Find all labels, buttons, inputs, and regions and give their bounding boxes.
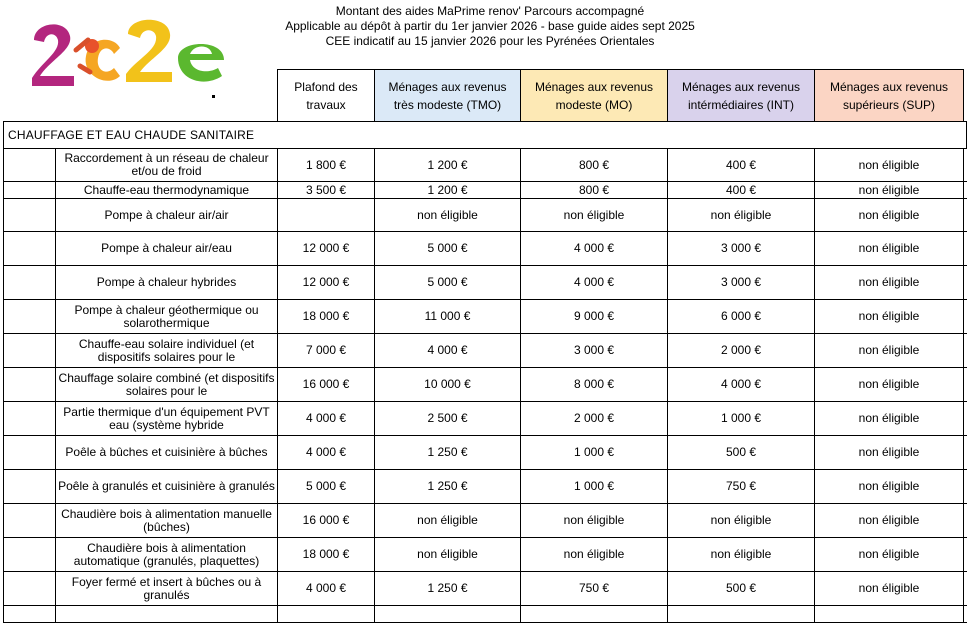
row-label: Poêle à granulés et cuisinière à granulés	[56, 470, 278, 503]
row-label: Pompe à chaleur air/eau	[56, 232, 278, 265]
int-cell: 400 €	[668, 182, 815, 198]
sup-cell: non éligible	[815, 538, 964, 571]
plafond-cell: 3 500 €	[278, 182, 375, 198]
mo-cell: 1 000 €	[521, 436, 668, 469]
indent-cell	[4, 436, 56, 469]
mo-cell: 1 000 €	[521, 470, 668, 503]
tmo-cell: 1 250 €	[375, 572, 521, 605]
int-cell: 1 000 €	[668, 402, 815, 435]
table-row	[4, 538, 967, 572]
mo-cell: 4 000 €	[521, 266, 668, 299]
table-row	[4, 572, 967, 606]
col-header-plafond: Plafond des travaux	[278, 70, 375, 122]
mo-cell: 750 €	[521, 572, 668, 605]
table-row	[4, 606, 967, 623]
table-row	[4, 300, 967, 334]
mo-cell: 9 000 €	[521, 300, 668, 333]
indent-cell	[4, 470, 56, 503]
int-cell: 2 000 €	[668, 334, 815, 367]
sup-cell: non éligible	[815, 402, 964, 435]
mo-cell	[521, 606, 668, 622]
table-row	[4, 199, 967, 232]
tmo-cell: non éligible	[375, 504, 521, 537]
row-label: Foyer fermé et insert à bûches ou à granulés	[56, 572, 278, 605]
int-cell: 500 €	[668, 572, 815, 605]
plafond-cell: 7 000 €	[278, 334, 375, 367]
row-label: Pompe à chaleur hybrides	[56, 266, 278, 299]
int-cell: non éligible	[668, 199, 815, 231]
sup-cell: non éligible	[815, 368, 964, 401]
tmo-cell: 10 000 €	[375, 368, 521, 401]
tmo-cell: 1 250 €	[375, 436, 521, 469]
tmo-cell	[375, 606, 521, 622]
mo-cell: 3 000 €	[521, 334, 668, 367]
row-label	[56, 606, 278, 622]
sup-cell: non éligible	[815, 504, 964, 537]
row-label: Chauffe-eau solaire individuel (et dispositifs solaires pour le	[56, 334, 278, 367]
sup-cell: non éligible	[815, 470, 964, 503]
mo-cell: 4 000 €	[521, 232, 668, 265]
col-header-sup: Ménages aux revenus supérieurs (SUP)	[815, 70, 964, 122]
plafond-cell: 18 000 €	[278, 300, 375, 333]
row-label: Chauffe-eau thermodynamique	[56, 182, 278, 198]
plafond-cell: 5 000 €	[278, 470, 375, 503]
int-cell: 500 €	[668, 436, 815, 469]
indent-cell	[4, 572, 56, 605]
table-row	[4, 182, 967, 199]
plafond-cell: 4 000 €	[278, 436, 375, 469]
mo-cell: 2 000 €	[521, 402, 668, 435]
mo-cell: non éligible	[521, 504, 668, 537]
tmo-cell: 1 200 €	[375, 149, 521, 181]
table-row	[4, 368, 967, 402]
row-label: Pompe à chaleur géothermique ou solarothermique	[56, 300, 278, 333]
row-label: Raccordement à un réseau de chaleur et/ou de froid	[56, 149, 278, 181]
tmo-cell: 5 000 €	[375, 232, 521, 265]
sup-cell	[815, 606, 964, 622]
int-cell: 6 000 €	[668, 300, 815, 333]
int-cell: non éligible	[668, 538, 815, 571]
indent-cell	[4, 504, 56, 537]
plafond-cell: 4 000 €	[278, 572, 375, 605]
int-cell: 3 000 €	[668, 232, 815, 265]
tmo-cell: 11 000 €	[375, 300, 521, 333]
plafond-cell: 1 800 €	[278, 149, 375, 181]
indent-cell	[4, 182, 56, 198]
tmo-cell: 5 000 €	[375, 266, 521, 299]
mo-cell: 8 000 €	[521, 368, 668, 401]
indent-cell	[4, 402, 56, 435]
table-row	[4, 334, 967, 368]
row-label: Chaudière bois à alimentation manuelle (bûches)	[56, 504, 278, 537]
tmo-cell: non éligible	[375, 538, 521, 571]
header-line-3: CEE indicatif au 15 janvier 2026 pour les Pyrénées Orientales	[325, 34, 655, 48]
tmo-cell: 1 200 €	[375, 182, 521, 198]
sup-cell: non éligible	[815, 199, 964, 231]
sup-cell: non éligible	[815, 300, 964, 333]
indent-cell	[4, 538, 56, 571]
plafond-cell: 18 000 €	[278, 538, 375, 571]
int-cell: 4 000 €	[668, 368, 815, 401]
sup-cell: non éligible	[815, 436, 964, 469]
aid-table	[0, 69, 970, 636]
mo-cell: non éligible	[521, 538, 668, 571]
col-header-mo: Ménages aux revenus modeste (MO)	[521, 70, 668, 122]
tmo-cell: 1 250 €	[375, 470, 521, 503]
indent-cell	[4, 300, 56, 333]
col-header-tmo: Ménages aux revenus très modeste (TMO)	[375, 70, 521, 122]
plafond-cell	[278, 606, 375, 622]
row-label: Poêle à bûches et cuisinière à bûches	[56, 436, 278, 469]
table-body	[3, 149, 967, 623]
sup-cell: non éligible	[815, 266, 964, 299]
plafond-cell: 4 000 €	[278, 402, 375, 435]
header-line-2: Applicable au dépôt à partir du 1er janvier 2026 - base guide aides sept 2025	[285, 19, 695, 33]
table-row	[4, 232, 967, 266]
sup-cell: non éligible	[815, 149, 964, 181]
table-row	[4, 504, 967, 538]
table-row	[4, 149, 967, 182]
document-header	[240, 4, 740, 49]
row-label: Partie thermique d'un équipement PVT eau (système hybride	[56, 402, 278, 435]
column-header-row	[277, 69, 964, 121]
mo-cell: 800 €	[521, 182, 668, 198]
tmo-cell: 4 000 €	[375, 334, 521, 367]
header-line-1: Montant des aides MaPrime renov' Parcours accompagné	[335, 4, 645, 18]
int-cell: 750 €	[668, 470, 815, 503]
plafond-cell	[278, 199, 375, 231]
mo-cell: 800 €	[521, 149, 668, 181]
plafond-cell: 12 000 €	[278, 266, 375, 299]
sup-cell: non éligible	[815, 232, 964, 265]
mo-cell: non éligible	[521, 199, 668, 231]
indent-cell	[4, 334, 56, 367]
sup-cell: non éligible	[815, 572, 964, 605]
int-cell: non éligible	[668, 504, 815, 537]
tmo-cell: 2 500 €	[375, 402, 521, 435]
int-cell: 400 €	[668, 149, 815, 181]
section-title: CHAUFFAGE ET EAU CHAUDE SANITAIRE	[3, 121, 967, 149]
row-label: Chauffage solaire combiné (et dispositifs solaires pour le	[56, 368, 278, 401]
indent-cell	[4, 266, 56, 299]
sup-cell: non éligible	[815, 334, 964, 367]
table-row	[4, 436, 967, 470]
table-row	[4, 470, 967, 504]
col-header-int: Ménages aux revenus intérmédiaires (INT)	[668, 70, 815, 122]
table-row	[4, 266, 967, 300]
int-cell	[668, 606, 815, 622]
indent-cell	[4, 232, 56, 265]
indent-cell	[4, 368, 56, 401]
plafond-cell: 16 000 €	[278, 504, 375, 537]
indent-cell	[4, 606, 56, 622]
indent-cell	[4, 199, 56, 231]
table-row	[4, 402, 967, 436]
indent-cell	[4, 149, 56, 181]
plafond-cell: 16 000 €	[278, 368, 375, 401]
tmo-cell: non éligible	[375, 199, 521, 231]
sup-cell: non éligible	[815, 182, 964, 198]
row-label: Pompe à chaleur air/air	[56, 199, 278, 231]
row-label: Chaudière bois à alimentation automatique (granulés, plaquettes)	[56, 538, 278, 571]
int-cell: 3 000 €	[668, 266, 815, 299]
plafond-cell: 12 000 €	[278, 232, 375, 265]
